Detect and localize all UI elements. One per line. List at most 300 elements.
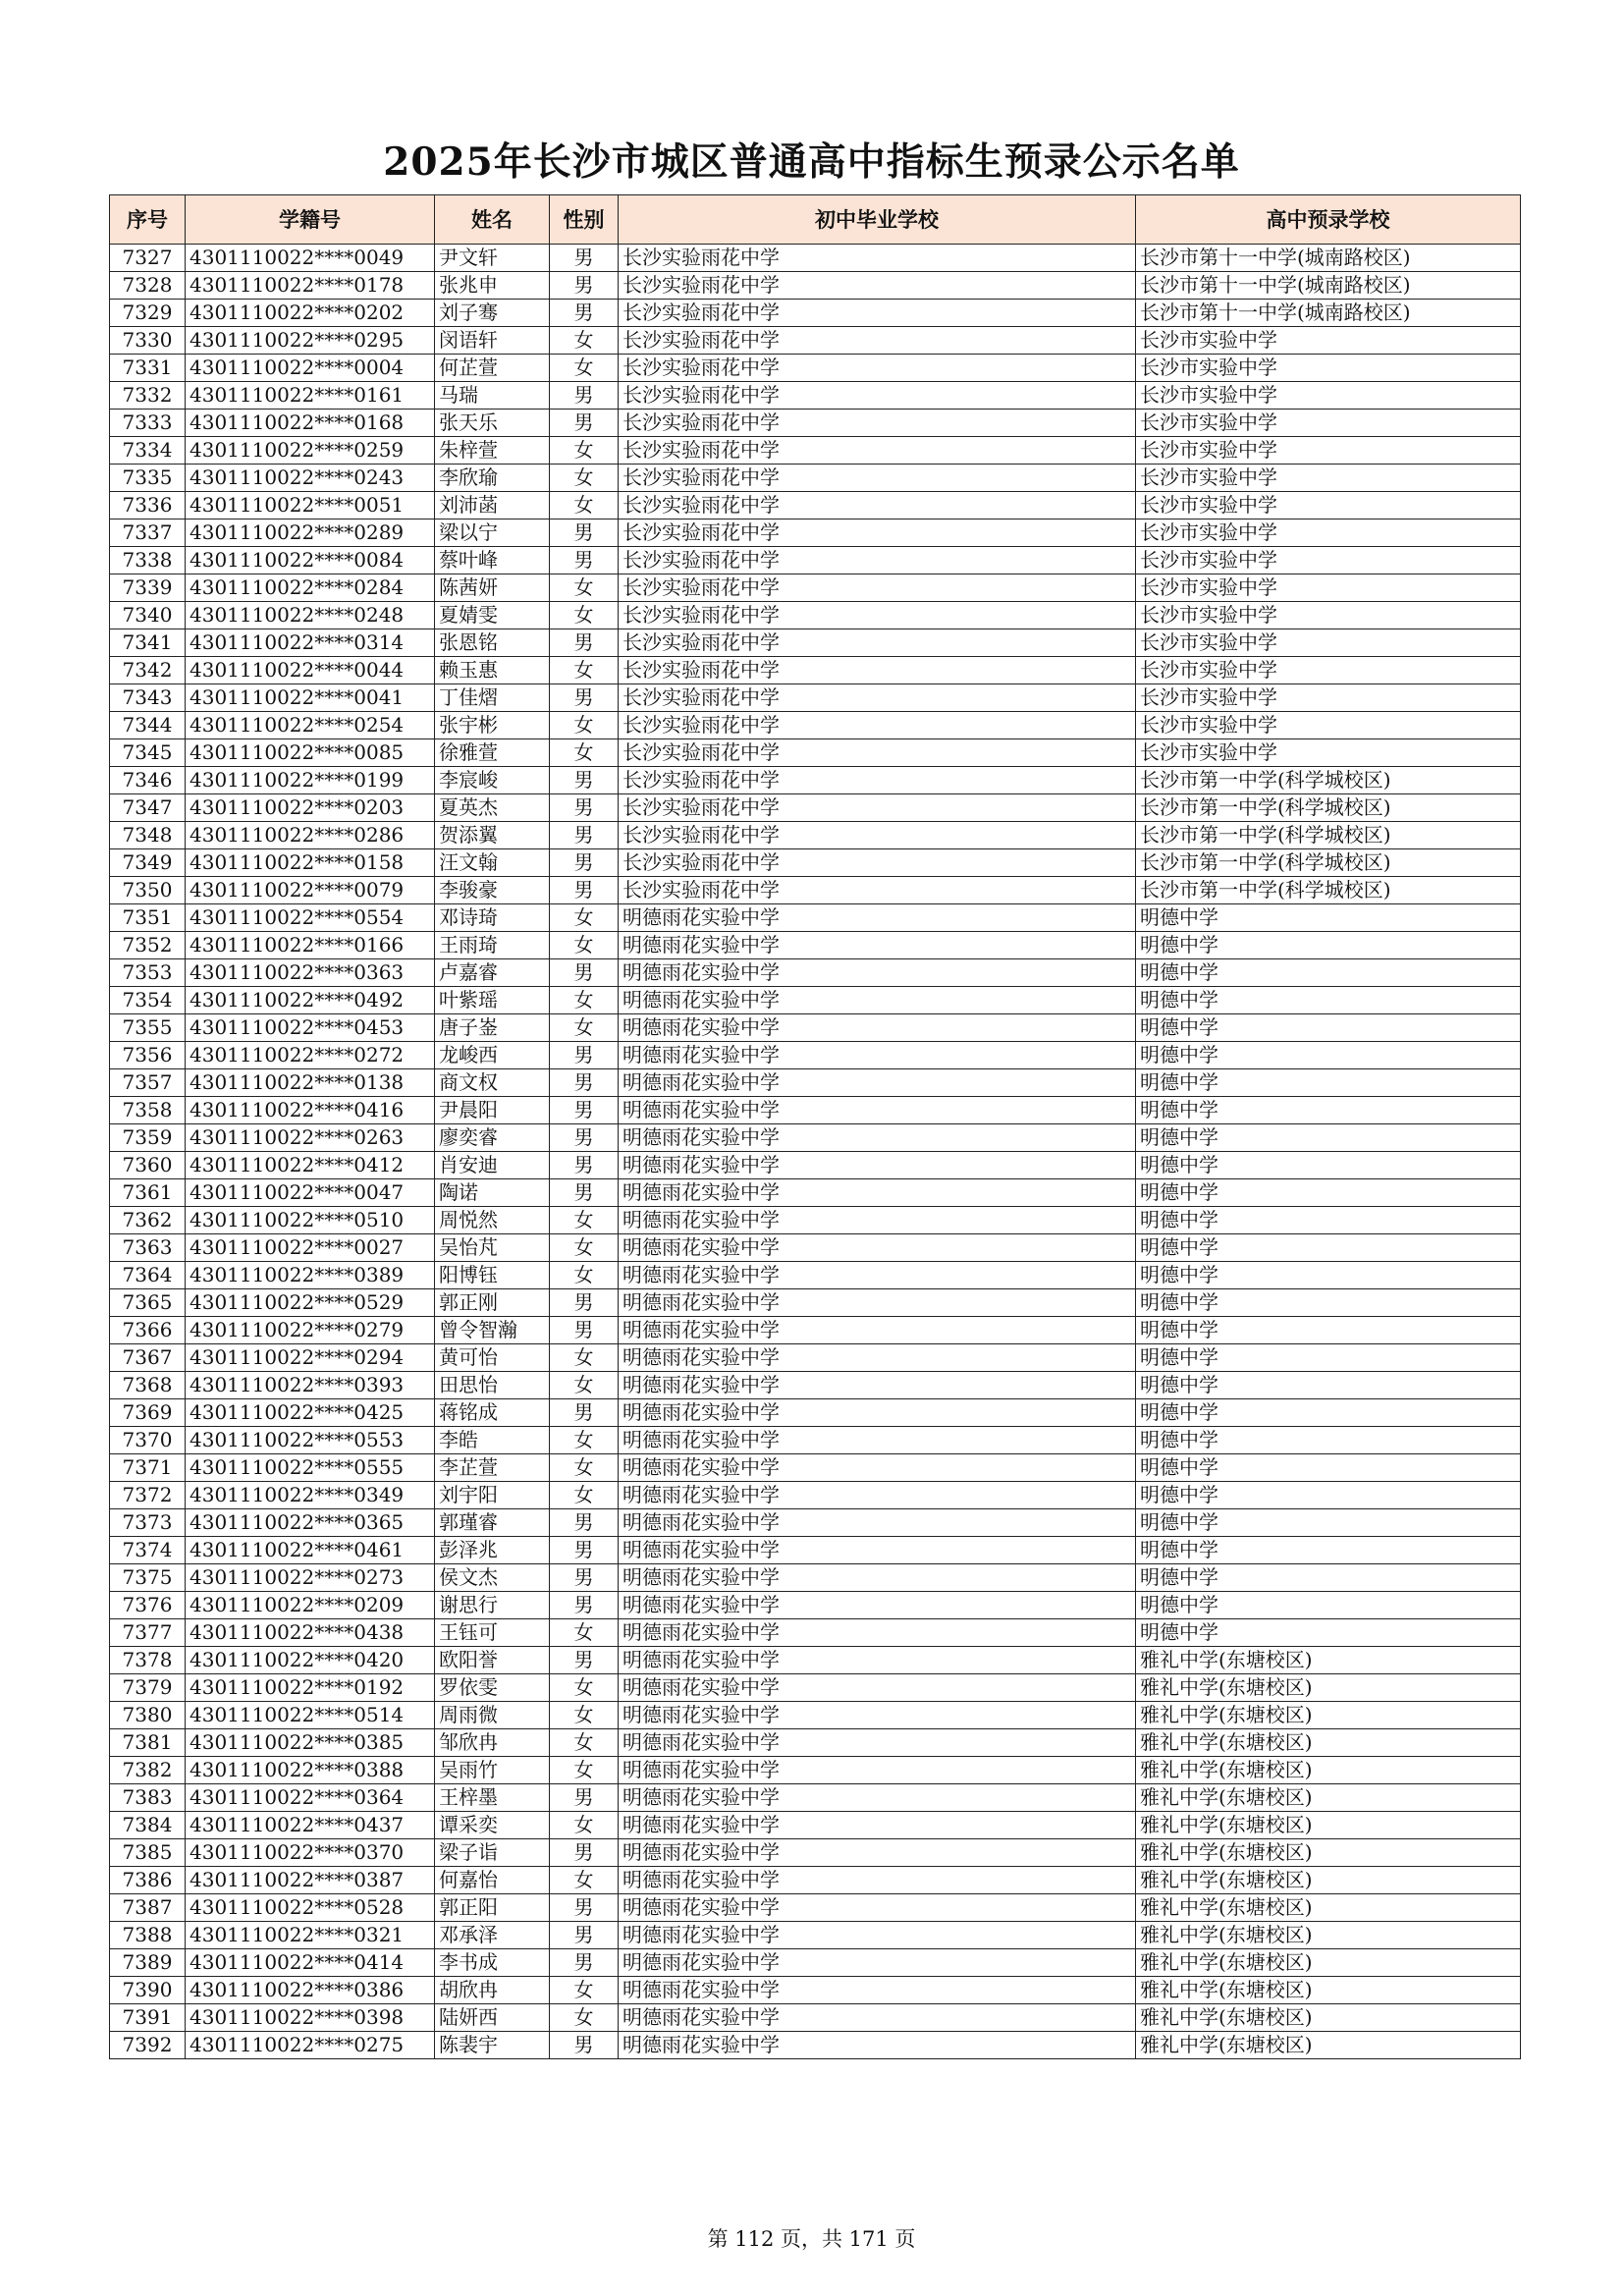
cell-seq: 7336 [110, 492, 186, 519]
cell-junior-school: 长沙实验雨花中学 [619, 657, 1136, 684]
cell-senior-school: 长沙市实验中学 [1136, 574, 1521, 602]
cell-gender: 男 [550, 382, 619, 410]
cell-student-id: 4301110022****0554 [186, 904, 435, 932]
cell-seq: 7335 [110, 465, 186, 492]
cell-student-id: 4301110022****0510 [186, 1207, 435, 1234]
cell-seq: 7329 [110, 300, 186, 327]
table-row [110, 1482, 1521, 1509]
cell-gender: 男 [550, 959, 619, 987]
cell-name: 罗依雯 [435, 1674, 550, 1702]
table-row [110, 1784, 1521, 1812]
cell-name: 彭泽兆 [435, 1537, 550, 1564]
cell-senior-school: 明德中学 [1136, 1317, 1521, 1344]
header-gender: 性别 [550, 195, 619, 245]
cell-senior-school: 明德中学 [1136, 1537, 1521, 1564]
cell-student-id: 4301110022****0386 [186, 1977, 435, 2004]
table-row [110, 1097, 1521, 1124]
cell-senior-school: 长沙市实验中学 [1136, 629, 1521, 657]
cell-student-id: 4301110022****0370 [186, 1839, 435, 1867]
table-row [110, 1042, 1521, 1069]
cell-name: 朱梓萱 [435, 437, 550, 465]
cell-student-id: 4301110022****0388 [186, 1757, 435, 1784]
cell-junior-school: 明德雨花实验中学 [619, 1949, 1136, 1977]
cell-name: 丁佳熠 [435, 684, 550, 712]
cell-seq: 7348 [110, 822, 186, 849]
table-row [110, 1812, 1521, 1839]
cell-name: 何芷萱 [435, 355, 550, 382]
cell-senior-school: 长沙市第一中学(科学城校区) [1136, 767, 1521, 794]
cell-name: 何嘉怡 [435, 1867, 550, 1894]
cell-seq: 7349 [110, 849, 186, 877]
cell-student-id: 4301110022****0263 [186, 1124, 435, 1152]
cell-name: 肖安迪 [435, 1152, 550, 1179]
cell-name: 唐子崟 [435, 1014, 550, 1042]
cell-gender: 女 [550, 1812, 619, 1839]
table-row [110, 849, 1521, 877]
table-row [110, 1124, 1521, 1152]
cell-seq: 7392 [110, 2032, 186, 2059]
cell-name: 商文权 [435, 1069, 550, 1097]
page-title: 2025年长沙市城区普通高中指标生预录公示名单 [383, 139, 1240, 185]
cell-senior-school: 明德中学 [1136, 1207, 1521, 1234]
table-body [110, 245, 1521, 2059]
cell-gender: 男 [550, 1592, 619, 1619]
table-row [110, 712, 1521, 739]
cell-senior-school: 长沙市第一中学(科学城校区) [1136, 877, 1521, 904]
cell-junior-school: 长沙实验雨花中学 [619, 300, 1136, 327]
cell-seq: 7345 [110, 739, 186, 767]
cell-seq: 7383 [110, 1784, 186, 1812]
cell-student-id: 4301110022****0084 [186, 547, 435, 574]
cell-seq: 7363 [110, 1234, 186, 1262]
cell-student-id: 4301110022****0286 [186, 822, 435, 849]
cell-junior-school: 明德雨花实验中学 [619, 959, 1136, 987]
cell-student-id: 4301110022****0254 [186, 712, 435, 739]
cell-name: 郭正刚 [435, 1289, 550, 1317]
page-footer: 第 112 页，共 171 页 [707, 2227, 916, 2251]
cell-name: 廖奕睿 [435, 1124, 550, 1152]
cell-senior-school: 明德中学 [1136, 1454, 1521, 1482]
cell-senior-school: 明德中学 [1136, 1262, 1521, 1289]
table-row [110, 1069, 1521, 1097]
cell-student-id: 4301110022****0364 [186, 1784, 435, 1812]
cell-gender: 女 [550, 1262, 619, 1289]
cell-senior-school: 明德中学 [1136, 1619, 1521, 1647]
cell-gender: 女 [550, 904, 619, 932]
cell-seq: 7370 [110, 1427, 186, 1454]
cell-student-id: 4301110022****0387 [186, 1867, 435, 1894]
cell-gender: 男 [550, 1784, 619, 1812]
cell-junior-school: 明德雨花实验中学 [619, 1619, 1136, 1647]
cell-name: 贺添翼 [435, 822, 550, 849]
cell-senior-school: 明德中学 [1136, 1399, 1521, 1427]
cell-junior-school: 明德雨花实验中学 [619, 1262, 1136, 1289]
cell-junior-school: 长沙实验雨花中学 [619, 602, 1136, 629]
cell-junior-school: 明德雨花实验中学 [619, 1757, 1136, 1784]
cell-name: 郭瑾睿 [435, 1509, 550, 1537]
cell-name: 李宸峻 [435, 767, 550, 794]
cell-name: 邓诗琦 [435, 904, 550, 932]
cell-student-id: 4301110022****0047 [186, 1179, 435, 1207]
cell-gender: 男 [550, 1509, 619, 1537]
cell-seq: 7342 [110, 657, 186, 684]
cell-senior-school: 长沙市第十一中学(城南路校区) [1136, 300, 1521, 327]
cell-senior-school: 长沙市实验中学 [1136, 437, 1521, 465]
cell-senior-school: 明德中学 [1136, 1014, 1521, 1042]
cell-junior-school: 明德雨花实验中学 [619, 1097, 1136, 1124]
cell-gender: 男 [550, 1839, 619, 1867]
cell-name: 侯文杰 [435, 1564, 550, 1592]
cell-junior-school: 长沙实验雨花中学 [619, 822, 1136, 849]
cell-seq: 7343 [110, 684, 186, 712]
cell-gender: 男 [550, 1289, 619, 1317]
table-row [110, 1702, 1521, 1729]
cell-name: 张天乐 [435, 410, 550, 437]
cell-junior-school: 长沙实验雨花中学 [619, 849, 1136, 877]
cell-junior-school: 明德雨花实验中学 [619, 1014, 1136, 1042]
table-row [110, 1234, 1521, 1262]
cell-gender: 男 [550, 1922, 619, 1949]
cell-gender: 男 [550, 849, 619, 877]
cell-junior-school: 明德雨花实验中学 [619, 1592, 1136, 1619]
cell-gender: 女 [550, 657, 619, 684]
cell-name: 邓承泽 [435, 1922, 550, 1949]
cell-student-id: 4301110022****0004 [186, 355, 435, 382]
cell-student-id: 4301110022****0461 [186, 1537, 435, 1564]
table-row [110, 1729, 1521, 1757]
table-row [110, 272, 1521, 300]
table-row [110, 1592, 1521, 1619]
cell-gender: 男 [550, 519, 619, 547]
cell-student-id: 4301110022****0398 [186, 2004, 435, 2032]
cell-junior-school: 明德雨花实验中学 [619, 987, 1136, 1014]
cell-seq: 7374 [110, 1537, 186, 1564]
cell-student-id: 4301110022****0079 [186, 877, 435, 904]
cell-junior-school: 明德雨花实验中学 [619, 1344, 1136, 1372]
table-row [110, 519, 1521, 547]
table-row [110, 300, 1521, 327]
cell-seq: 7391 [110, 2004, 186, 2032]
table-row [110, 1757, 1521, 1784]
cell-gender: 男 [550, 1647, 619, 1674]
cell-seq: 7375 [110, 1564, 186, 1592]
cell-name: 周雨微 [435, 1702, 550, 1729]
table-row [110, 877, 1521, 904]
cell-gender: 男 [550, 684, 619, 712]
cell-student-id: 4301110022****0416 [186, 1097, 435, 1124]
cell-senior-school: 明德中学 [1136, 1097, 1521, 1124]
cell-seq: 7388 [110, 1922, 186, 1949]
table-row [110, 767, 1521, 794]
cell-junior-school: 长沙实验雨花中学 [619, 410, 1136, 437]
cell-gender: 男 [550, 410, 619, 437]
cell-gender: 女 [550, 1372, 619, 1399]
cell-student-id: 4301110022****0192 [186, 1674, 435, 1702]
cell-name: 欧阳誉 [435, 1647, 550, 1674]
cell-seq: 7352 [110, 932, 186, 959]
table-row [110, 1839, 1521, 1867]
cell-student-id: 4301110022****0168 [186, 410, 435, 437]
cell-senior-school: 长沙市实验中学 [1136, 519, 1521, 547]
table-row [110, 355, 1521, 382]
cell-gender: 男 [550, 1069, 619, 1097]
cell-gender: 女 [550, 492, 619, 519]
cell-seq: 7346 [110, 767, 186, 794]
cell-senior-school: 长沙市第一中学(科学城校区) [1136, 849, 1521, 877]
cell-student-id: 4301110022****0492 [186, 987, 435, 1014]
cell-name: 夏婧雯 [435, 602, 550, 629]
cell-seq: 7380 [110, 1702, 186, 1729]
table-row [110, 932, 1521, 959]
cell-seq: 7347 [110, 794, 186, 822]
cell-student-id: 4301110022****0199 [186, 767, 435, 794]
cell-junior-school: 明德雨花实验中学 [619, 1977, 1136, 2004]
cell-junior-school: 长沙实验雨花中学 [619, 327, 1136, 355]
cell-gender: 男 [550, 1399, 619, 1427]
cell-junior-school: 长沙实验雨花中学 [619, 245, 1136, 272]
student-table [109, 194, 1521, 2059]
table-row [110, 1647, 1521, 1674]
cell-name: 吴怡芃 [435, 1234, 550, 1262]
cell-junior-school: 长沙实验雨花中学 [619, 492, 1136, 519]
cell-senior-school: 长沙市实验中学 [1136, 739, 1521, 767]
cell-student-id: 4301110022****0437 [186, 1812, 435, 1839]
cell-name: 赖玉惠 [435, 657, 550, 684]
cell-junior-school: 明德雨花实验中学 [619, 1152, 1136, 1179]
header-name: 姓名 [435, 195, 550, 245]
cell-gender: 女 [550, 1014, 619, 1042]
cell-junior-school: 长沙实验雨花中学 [619, 547, 1136, 574]
table-row [110, 382, 1521, 410]
table-row [110, 547, 1521, 574]
cell-junior-school: 长沙实验雨花中学 [619, 712, 1136, 739]
cell-seq: 7341 [110, 629, 186, 657]
cell-student-id: 4301110022****0273 [186, 1564, 435, 1592]
cell-gender: 女 [550, 1729, 619, 1757]
cell-junior-school: 明德雨花实验中学 [619, 1317, 1136, 1344]
cell-name: 龙峻西 [435, 1042, 550, 1069]
cell-seq: 7358 [110, 1097, 186, 1124]
cell-seq: 7330 [110, 327, 186, 355]
table-row [110, 739, 1521, 767]
cell-gender: 男 [550, 245, 619, 272]
cell-senior-school: 雅礼中学(东塘校区) [1136, 1674, 1521, 1702]
table-row [110, 1262, 1521, 1289]
cell-student-id: 4301110022****0321 [186, 1922, 435, 1949]
cell-gender: 男 [550, 1894, 619, 1922]
cell-name: 陈裴宇 [435, 2032, 550, 2059]
table-row [110, 245, 1521, 272]
cell-gender: 男 [550, 1042, 619, 1069]
cell-senior-school: 明德中学 [1136, 1042, 1521, 1069]
cell-junior-school: 明德雨花实验中学 [619, 1509, 1136, 1537]
cell-junior-school: 明德雨花实验中学 [619, 1234, 1136, 1262]
cell-student-id: 4301110022****0027 [186, 1234, 435, 1262]
cell-senior-school: 长沙市实验中学 [1136, 465, 1521, 492]
cell-name: 王钰可 [435, 1619, 550, 1647]
table-row [110, 437, 1521, 465]
cell-senior-school: 雅礼中学(东塘校区) [1136, 1784, 1521, 1812]
table-row [110, 822, 1521, 849]
cell-student-id: 4301110022****0138 [186, 1069, 435, 1097]
cell-senior-school: 长沙市实验中学 [1136, 684, 1521, 712]
cell-junior-school: 长沙实验雨花中学 [619, 574, 1136, 602]
cell-gender: 女 [550, 1674, 619, 1702]
cell-junior-school: 长沙实验雨花中学 [619, 767, 1136, 794]
cell-seq: 7364 [110, 1262, 186, 1289]
cell-name: 尹文轩 [435, 245, 550, 272]
table-row [110, 1509, 1521, 1537]
cell-senior-school: 长沙市实验中学 [1136, 327, 1521, 355]
table-row [110, 629, 1521, 657]
header-seq: 序号 [110, 195, 186, 245]
cell-gender: 女 [550, 1482, 619, 1509]
cell-senior-school: 明德中学 [1136, 1179, 1521, 1207]
table-row [110, 492, 1521, 519]
cell-seq: 7384 [110, 1812, 186, 1839]
cell-senior-school: 明德中学 [1136, 1564, 1521, 1592]
cell-senior-school: 长沙市实验中学 [1136, 410, 1521, 437]
cell-seq: 7382 [110, 1757, 186, 1784]
cell-student-id: 4301110022****0528 [186, 1894, 435, 1922]
cell-seq: 7369 [110, 1399, 186, 1427]
cell-junior-school: 长沙实验雨花中学 [619, 629, 1136, 657]
cell-gender: 男 [550, 794, 619, 822]
cell-senior-school: 长沙市第一中学(科学城校区) [1136, 822, 1521, 849]
cell-student-id: 4301110022****0272 [186, 1042, 435, 1069]
cell-senior-school: 雅礼中学(东塘校区) [1136, 2004, 1521, 2032]
cell-name: 田思怡 [435, 1372, 550, 1399]
cell-junior-school: 长沙实验雨花中学 [619, 794, 1136, 822]
cell-student-id: 4301110022****0085 [186, 739, 435, 767]
header-junior-school: 初中毕业学校 [619, 195, 1136, 245]
cell-junior-school: 明德雨花实验中学 [619, 1179, 1136, 1207]
cell-gender: 男 [550, 1564, 619, 1592]
table-row [110, 1317, 1521, 1344]
cell-name: 周悦然 [435, 1207, 550, 1234]
table-row [110, 1949, 1521, 1977]
cell-name: 李骏豪 [435, 877, 550, 904]
cell-student-id: 4301110022****0289 [186, 519, 435, 547]
cell-senior-school: 明德中学 [1136, 1069, 1521, 1097]
table-row [110, 327, 1521, 355]
cell-student-id: 4301110022****0393 [186, 1372, 435, 1399]
cell-student-id: 4301110022****0555 [186, 1454, 435, 1482]
cell-junior-school: 明德雨花实验中学 [619, 1069, 1136, 1097]
table-row [110, 987, 1521, 1014]
cell-seq: 7338 [110, 547, 186, 574]
cell-seq: 7376 [110, 1592, 186, 1619]
cell-senior-school: 雅礼中学(东塘校区) [1136, 1894, 1521, 1922]
cell-student-id: 4301110022****0203 [186, 794, 435, 822]
cell-junior-school: 明德雨花实验中学 [619, 2032, 1136, 2059]
cell-junior-school: 明德雨花实验中学 [619, 932, 1136, 959]
cell-senior-school: 明德中学 [1136, 1344, 1521, 1372]
cell-seq: 7371 [110, 1454, 186, 1482]
cell-senior-school: 明德中学 [1136, 1509, 1521, 1537]
cell-gender: 女 [550, 1702, 619, 1729]
cell-gender: 男 [550, 300, 619, 327]
cell-gender: 男 [550, 877, 619, 904]
cell-gender: 男 [550, 1124, 619, 1152]
cell-junior-school: 明德雨花实验中学 [619, 1427, 1136, 1454]
table-row [110, 657, 1521, 684]
cell-student-id: 4301110022****0412 [186, 1152, 435, 1179]
cell-gender: 女 [550, 437, 619, 465]
cell-gender: 男 [550, 1317, 619, 1344]
cell-senior-school: 明德中学 [1136, 904, 1521, 932]
cell-name: 夏英杰 [435, 794, 550, 822]
cell-senior-school: 雅礼中学(东塘校区) [1136, 1647, 1521, 1674]
cell-gender: 女 [550, 1454, 619, 1482]
cell-senior-school: 明德中学 [1136, 1234, 1521, 1262]
table-row [110, 574, 1521, 602]
cell-senior-school: 长沙市实验中学 [1136, 355, 1521, 382]
table-row [110, 1207, 1521, 1234]
cell-gender: 女 [550, 1619, 619, 1647]
cell-seq: 7357 [110, 1069, 186, 1097]
cell-junior-school: 长沙实验雨花中学 [619, 382, 1136, 410]
cell-student-id: 4301110022****0049 [186, 245, 435, 272]
cell-student-id: 4301110022****0248 [186, 602, 435, 629]
cell-senior-school: 明德中学 [1136, 1372, 1521, 1399]
cell-senior-school: 长沙市实验中学 [1136, 657, 1521, 684]
cell-seq: 7387 [110, 1894, 186, 1922]
cell-senior-school: 明德中学 [1136, 987, 1521, 1014]
table-row [110, 1564, 1521, 1592]
cell-gender: 男 [550, 1097, 619, 1124]
cell-senior-school: 明德中学 [1136, 1289, 1521, 1317]
cell-name: 曾令智瀚 [435, 1317, 550, 1344]
cell-name: 王梓墨 [435, 1784, 550, 1812]
cell-gender: 女 [550, 1207, 619, 1234]
cell-gender: 女 [550, 1977, 619, 2004]
cell-seq: 7365 [110, 1289, 186, 1317]
cell-junior-school: 明德雨花实验中学 [619, 1729, 1136, 1757]
cell-name: 卢嘉睿 [435, 959, 550, 987]
cell-seq: 7379 [110, 1674, 186, 1702]
cell-senior-school: 雅礼中学(东塘校区) [1136, 1949, 1521, 1977]
cell-gender: 男 [550, 1949, 619, 1977]
cell-name: 叶紫瑶 [435, 987, 550, 1014]
cell-seq: 7351 [110, 904, 186, 932]
cell-seq: 7332 [110, 382, 186, 410]
cell-name: 蒋铭成 [435, 1399, 550, 1427]
cell-gender: 女 [550, 987, 619, 1014]
cell-gender: 女 [550, 327, 619, 355]
cell-gender: 男 [550, 2032, 619, 2059]
cell-seq: 7381 [110, 1729, 186, 1757]
cell-seq: 7354 [110, 987, 186, 1014]
cell-gender: 男 [550, 767, 619, 794]
header-student-id: 学籍号 [186, 195, 435, 245]
table-row [110, 1922, 1521, 1949]
cell-student-id: 4301110022****0420 [186, 1647, 435, 1674]
cell-senior-school: 雅礼中学(东塘校区) [1136, 1922, 1521, 1949]
cell-senior-school: 明德中学 [1136, 1152, 1521, 1179]
cell-student-id: 4301110022****0259 [186, 437, 435, 465]
cell-seq: 7367 [110, 1344, 186, 1372]
cell-name: 李书成 [435, 1949, 550, 1977]
cell-seq: 7362 [110, 1207, 186, 1234]
cell-seq: 7340 [110, 602, 186, 629]
cell-seq: 7334 [110, 437, 186, 465]
cell-student-id: 4301110022****0314 [186, 629, 435, 657]
cell-senior-school: 雅礼中学(东塘校区) [1136, 1839, 1521, 1867]
cell-gender: 女 [550, 355, 619, 382]
table-row [110, 794, 1521, 822]
cell-junior-school: 明德雨花实验中学 [619, 1042, 1136, 1069]
